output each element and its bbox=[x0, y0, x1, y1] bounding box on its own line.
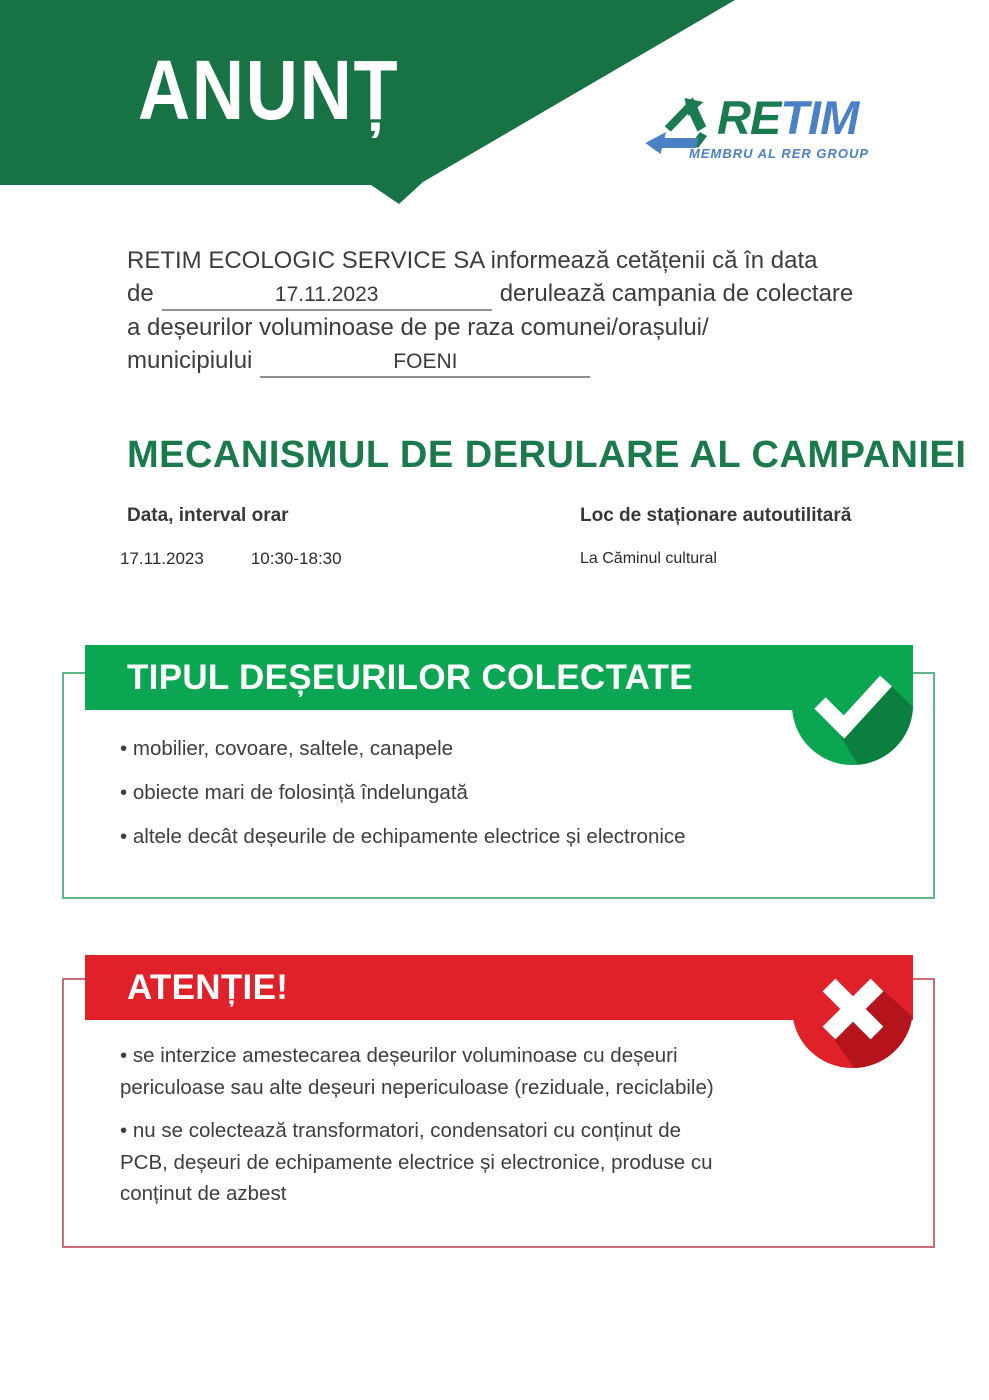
campaign-date-field: 17.11.2023 bbox=[162, 282, 492, 311]
intro-line2-suffix: derulează campania de colectare bbox=[499, 280, 854, 307]
collected-items-list bbox=[120, 727, 840, 859]
section-heading: MECANISMUL DE DERULARE AL CAMPANIEI bbox=[127, 434, 967, 476]
warning-card-title: ATENȚIE! bbox=[127, 968, 289, 1007]
intro-line-3: a deșeurilor voluminoase de pe raza comunei/orașului/ bbox=[127, 314, 709, 341]
schedule-right-label: Loc de staționare autoutilitară bbox=[580, 505, 852, 526]
warning-items bbox=[120, 1040, 732, 1222]
schedule-hours: 10:30-18:30 bbox=[250, 549, 342, 568]
locality-field: FOENI bbox=[260, 349, 590, 378]
intro-line-4 bbox=[127, 344, 927, 378]
banner-title: ANUNȚ bbox=[138, 43, 400, 137]
schedule-date-hours bbox=[120, 549, 342, 569]
logo-wordmark bbox=[717, 92, 858, 144]
logo-tim: TIM bbox=[780, 91, 859, 144]
logo-tagline: MEMBRU AL RER GROUP bbox=[689, 146, 870, 161]
collected-card-header bbox=[85, 645, 913, 710]
intro-line2-prefix: de bbox=[127, 280, 154, 307]
collected-item: • mobilier, covoare, saltele, canapele bbox=[120, 727, 840, 771]
retim-logo bbox=[645, 92, 905, 167]
schedule-left-label: Data, interval orar bbox=[127, 505, 289, 526]
warning-card-header bbox=[85, 955, 913, 1020]
intro-line-2 bbox=[127, 277, 927, 311]
collected-item: • altele decât deșeurile de echipamente electrice și electronice bbox=[120, 815, 840, 859]
warning-item: • nu se colectează transformatori, condensatori cu conținut de PCB, deșeuri de echipamente electrice și electronice, produse cu conținut de azbest bbox=[120, 1115, 732, 1210]
intro-paragraph bbox=[127, 244, 927, 378]
warning-item: • se interzice amestecarea deșeurilor voluminoase cu deșeuri periculoase sau alte deșeuri nepericuloase (reziduale, reciclabile) bbox=[120, 1040, 732, 1103]
logo-re: RE bbox=[717, 91, 781, 144]
schedule-location: La Căminul cultural bbox=[580, 550, 717, 567]
intro-line-1: RETIM ECOLOGIC SERVICE SA informează cetățenii că în data bbox=[127, 247, 818, 274]
schedule-date: 17.11.2023 bbox=[120, 549, 204, 568]
intro-line4-prefix: municipiului bbox=[127, 347, 253, 374]
collected-item: • obiecte mari de folosință îndelungată bbox=[120, 771, 840, 815]
collected-card-title: TIPUL DEȘEURILOR COLECTATE bbox=[127, 658, 693, 697]
